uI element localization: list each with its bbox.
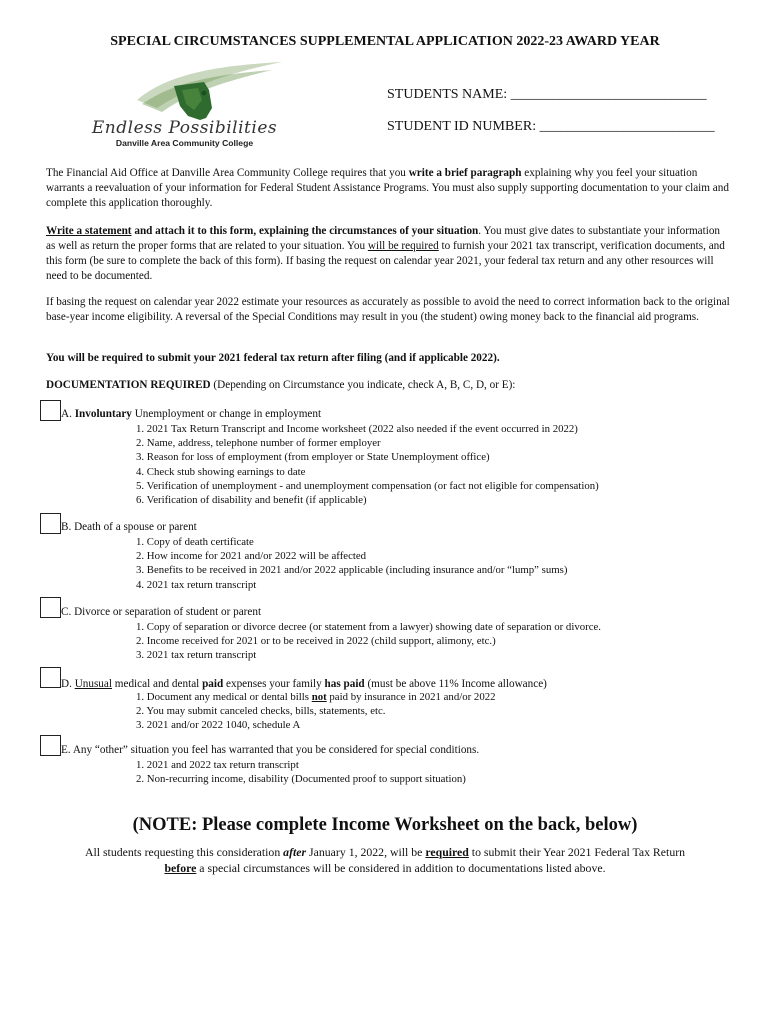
footer-emphasis: after	[283, 845, 307, 859]
section-c-letter: C.	[61, 606, 72, 618]
footer-text: to submit their Year 2021 Federal Tax Return	[468, 845, 686, 859]
section-e-letter: E.	[61, 744, 71, 756]
section-d-heading	[61, 677, 547, 691]
footer-text: a special circumstances will be considered in addition to documentations listed above.	[196, 861, 606, 875]
intro-emphasis: write a brief paragraph	[408, 167, 522, 179]
section-b-rest: Death of a spouse or parent	[71, 521, 197, 533]
section-d-underline: Unusual	[74, 678, 112, 690]
footer-emphasis: required	[425, 845, 469, 859]
list-item-text: 1. Document any medical or dental bills	[136, 691, 312, 703]
list-item: 2. You may submit canceled checks, bills, statements, etc.	[136, 705, 386, 718]
list-item: 2. Non-recurring income, disability (Documented proof to support situation)	[136, 773, 466, 786]
statement-underline: will be required	[367, 240, 439, 252]
section-a-list	[136, 422, 599, 507]
list-item: 1. Copy of death certificate	[136, 536, 254, 548]
section-a-letter: A.	[61, 408, 72, 420]
section-d-bold: paid	[202, 678, 224, 690]
form-title: SPECIAL CIRCUMSTANCES SUPPLEMENTAL APPLICATION 2022-23 AWARD YEAR	[110, 34, 660, 49]
footer-emphasis: before	[164, 861, 197, 875]
section-a-heading	[61, 407, 321, 421]
section-b-list	[136, 535, 567, 592]
tax-return-notice: You will be required to submit your 2021 federal tax return after filing (and if applicable 2022).	[46, 352, 500, 364]
section-d-text: expenses your family	[223, 678, 325, 690]
income-worksheet-note: (NOTE: Please complete Income Worksheet on the back, below)	[132, 815, 638, 835]
section-e-rest: Any “other” situation you feel has warranted that you be considered for special conditions.	[70, 744, 480, 756]
list-item: 3. 2021 and/or 2022 1040, schedule A	[136, 719, 301, 732]
statement-bold: and attach it to this form, explaining the circumstances of your situation	[131, 225, 479, 237]
logo-college-name: Danville Area Community College	[115, 138, 254, 148]
list-item: 1. 2021 and 2022 tax return transcript	[136, 759, 299, 771]
list-item: 2. Name, address, telephone number of former employer	[136, 437, 381, 450]
logo-tagline: Endless Possibilities	[91, 118, 278, 138]
statement-text-rest: to furnish your 2021 tax transcript, verification documents, and this form (be sure to complete the back of this form). If basing the request on calendar year 2021, your federal tax return and any other resources will need to be documented.	[46, 240, 725, 282]
section-e-heading	[61, 743, 479, 757]
section-b-heading	[61, 520, 197, 534]
footer-notice	[40, 844, 730, 876]
section-d-letter: D.	[61, 678, 72, 690]
checkbox-e[interactable]	[40, 735, 61, 756]
estimate-paragraph: If basing the request on calendar year 2022 estimate your resources as accurately as possible to avoid the need to correct information back to the original base-year income eligibility. A reversal of the Special Conditions may result in you (the student) owing money back to the financial aid programs.	[46, 296, 730, 323]
documentation-heading	[46, 378, 732, 393]
section-d-list	[136, 690, 496, 733]
list-item-emphasis: not	[311, 691, 327, 703]
list-item: 1. Copy of separation or divorce decree (or statement from a lawyer) showing date of separation or divorce.	[136, 621, 601, 633]
documentation-heading-bold: DOCUMENTATION REQUIRED	[46, 379, 211, 391]
list-item-text: paid by insurance in 2021 and/or 2022	[326, 691, 496, 703]
section-e-list	[136, 758, 466, 786]
checkbox-c[interactable]	[40, 597, 61, 618]
list-item: 1. 2021 Tax Return Transcript and Income worksheet (2022 also needed if the event occurred in 2022)	[136, 423, 578, 435]
section-c-heading	[61, 605, 261, 619]
checkbox-b[interactable]	[40, 513, 61, 534]
student-name-field[interactable]: STUDENTS NAME: ____________________________	[387, 87, 707, 102]
section-a-rest: Unemployment or change in employment	[131, 408, 322, 420]
list-item: 3. Benefits to be received in 2021 and/or 2022 applicable (including insurance and/or “lump” sums)	[136, 564, 568, 577]
section-d-text: (must be above 11% Income allowance)	[364, 678, 547, 690]
college-logo	[82, 60, 287, 152]
footer-text: All students requesting this consideration	[84, 845, 284, 859]
statement-paragraph	[46, 224, 732, 284]
list-item: 4. 2021 tax return transcript	[136, 578, 257, 591]
statement-text: . You must give dates to substantiate your information as well as return the proper forms that are related to your situation. You	[46, 225, 721, 252]
intro-text: The Financial Aid Office at Danville Area Community College requires that you	[46, 167, 409, 179]
checkbox-a[interactable]	[40, 400, 61, 421]
statement-emphasis: Write a statement	[46, 225, 132, 237]
checkbox-d[interactable]	[40, 667, 61, 688]
list-item: 2. Income received for 2021 or to be received in 2022 (child support, alimony, etc.)	[136, 635, 496, 648]
section-c-list	[136, 620, 601, 663]
intro-text-rest: explaining why you feel your situation warrants a reevaluation of your information for Federal Student Assistance Programs. You must also supply supporting documentation to your claim and complete this application thoroughly.	[46, 167, 729, 209]
section-b-letter: B.	[61, 521, 72, 533]
section-c-rest: Divorce or separation of student or parent	[71, 606, 262, 618]
intro-paragraph	[46, 166, 732, 211]
list-item: 3. Reason for loss of employment (from employer or State Unemployment office)	[136, 451, 490, 464]
list-item: 3. 2021 tax return transcript	[136, 649, 257, 662]
footer-text: January 1, 2022, will be	[306, 845, 426, 859]
list-item: 4. Check stub showing earnings to date	[136, 465, 306, 478]
section-d-bold: has paid	[324, 678, 365, 690]
list-item: 2. How income for 2021 and/or 2022 will be affected	[136, 550, 367, 563]
section-a-bold: Involuntary	[74, 408, 132, 420]
list-item: 6. Verification of disability and benefit (if applicable)	[136, 494, 367, 507]
list-item: 5. Verification of unemployment - and unemployment compensation (or fact not eligible for compensation)	[136, 479, 599, 492]
list-item	[136, 690, 496, 704]
section-d-text: medical and dental	[111, 678, 203, 690]
documentation-heading-rest: (Depending on Circumstance you indicate, check A, B, C, D, or E):	[210, 379, 516, 391]
student-id-field[interactable]: STUDENT ID NUMBER: _________________________	[387, 119, 715, 134]
